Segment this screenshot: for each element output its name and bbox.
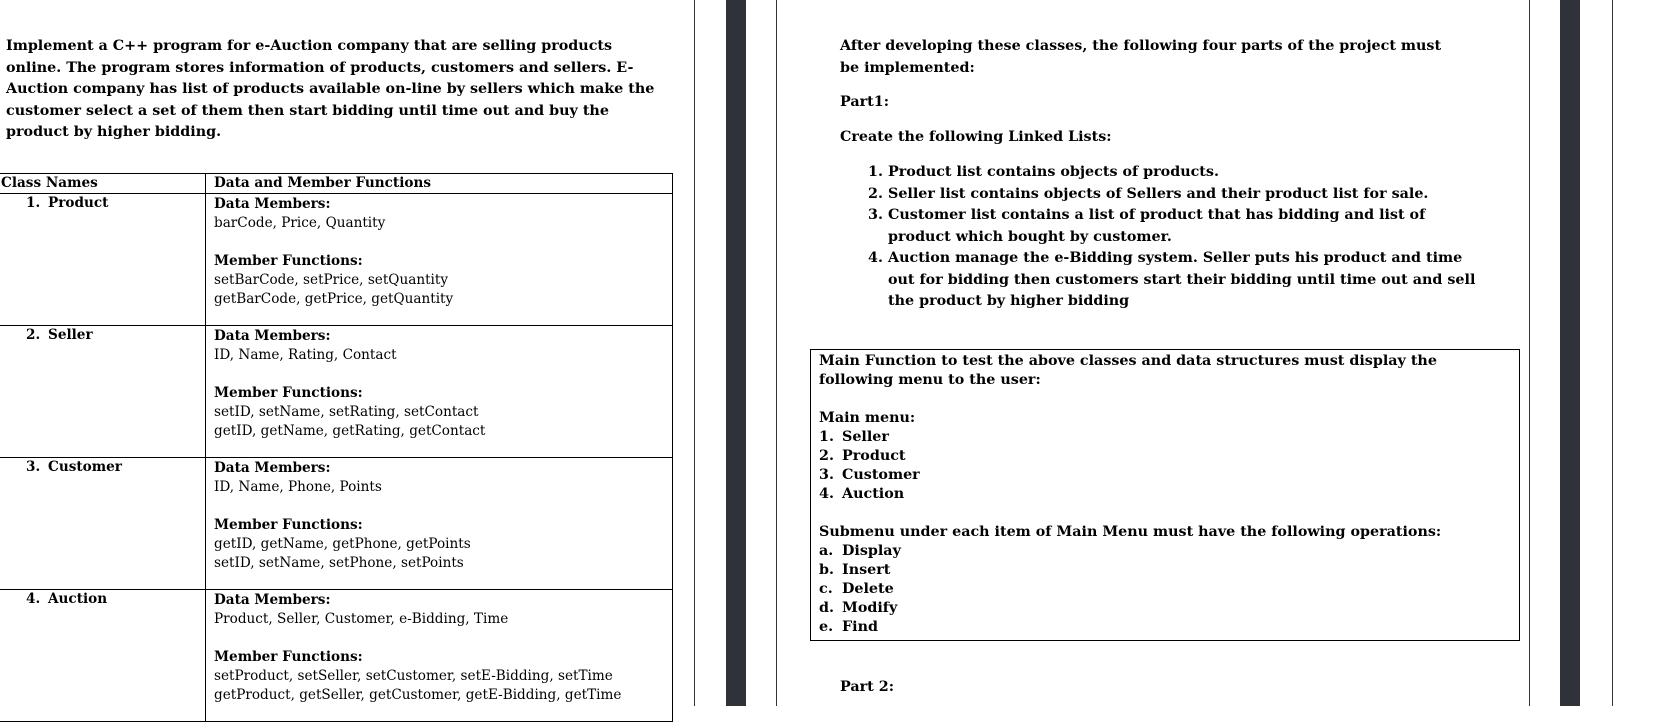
table-row xyxy=(0,326,673,458)
data-members-label: Data Members: xyxy=(214,592,331,608)
member-functions-label: Member Functions: xyxy=(214,649,363,665)
main-menu-label: Main menu: xyxy=(819,410,916,426)
data-members: ID, Name, Rating, Contact xyxy=(214,347,397,363)
table-row xyxy=(0,590,673,722)
part2-heading: Part 2: xyxy=(840,679,894,695)
create-lists-heading: Create the following Linked Lists: xyxy=(840,129,1112,145)
member-functions-label: Member Functions: xyxy=(214,517,363,533)
class-number: 2. xyxy=(26,327,41,343)
submenu-item: d. Modify xyxy=(819,600,898,616)
page-edge xyxy=(694,0,695,706)
submenu-item: e. Find xyxy=(819,619,878,635)
member-functions-line: setID, setName, setPhone, setPoints xyxy=(214,555,464,571)
page-gutter-2 xyxy=(1560,0,1580,706)
classes-table xyxy=(0,173,673,722)
member-functions-line: setProduct, setSeller, setCustomer, setE-Bidding, setTime xyxy=(214,668,613,684)
submenu-item: a. Display xyxy=(819,543,901,559)
page-gutter xyxy=(726,0,746,706)
main-menu-item: 1. Seller xyxy=(819,429,889,445)
page-edge-2 xyxy=(1612,0,1613,706)
member-functions-line: getID, getName, getRating, getContact xyxy=(214,423,486,439)
header-data-functions: Data and Member Functions xyxy=(206,174,673,194)
menu-intro: Main Function to test the above classes and data structures must display the following menu to the user: xyxy=(819,353,1437,388)
main-menu-item: 3. Customer xyxy=(819,467,920,483)
class-number: 3. xyxy=(26,459,41,475)
submenu-item: b. Insert xyxy=(819,562,891,578)
class-name: Product xyxy=(48,195,109,211)
class-name: Seller xyxy=(48,327,93,343)
main-menu-item: 2. Product xyxy=(819,448,906,464)
member-functions-line: setBarCode, setPrice, setQuantity xyxy=(214,272,449,288)
data-members-label: Data Members: xyxy=(214,460,331,476)
project-intro: After developing these classes, the following four parts of the project must be implemented: xyxy=(840,38,1442,76)
member-functions-line: setID, setName, setRating, setContact xyxy=(214,404,479,420)
header-class-names: Class Names xyxy=(0,174,206,194)
list-item: 3. Customer list contains a list of product that has bidding and list of product which bought by customer. xyxy=(868,207,1426,245)
list-item: 1. Product list contains objects of products. xyxy=(868,164,1219,180)
class-name: Customer xyxy=(48,459,122,475)
part1-heading: Part1: xyxy=(840,94,889,110)
table-row xyxy=(0,458,673,590)
member-functions-line: getProduct, getSeller, getCustomer, getE-Bidding, getTime xyxy=(214,687,622,703)
data-members-label: Data Members: xyxy=(214,328,331,344)
linked-lists xyxy=(868,162,1478,313)
data-members: Product, Seller, Customer, e-Bidding, Time xyxy=(214,611,509,627)
member-functions-label: Member Functions: xyxy=(214,253,363,269)
submenu-item: c. Delete xyxy=(819,581,894,597)
list-item: 4. Auction manage the e-Bidding system. Seller puts his product and time out for bidding then customers start their bidding until time out and sell the product by higher bidding xyxy=(868,250,1476,309)
data-members: barCode, Price, Quantity xyxy=(214,215,386,231)
data-members: ID, Name, Phone, Points xyxy=(214,479,382,495)
main-menu-item: 4. Auction xyxy=(819,486,905,502)
member-functions-label: Member Functions: xyxy=(214,385,363,401)
list-item: 2. Seller list contains objects of Sellers and their product list for sale. xyxy=(868,185,1429,202)
class-number: 1. xyxy=(26,195,41,211)
table-row xyxy=(0,194,673,326)
class-name: Auction xyxy=(48,591,108,607)
member-functions-line: getID, getName, getPhone, getPoints xyxy=(214,536,471,552)
main-menu-box xyxy=(810,349,1520,641)
intro-paragraph: Implement a C++ program for e-Auction company that are selling products online. The program stores information of products, customers and sellers. E-Auction company has list of products available on-line by sellers which make the customer select a set of them then start bidding until time out and buy the product by higher bidding. xyxy=(6,38,655,140)
class-number: 4. xyxy=(26,591,41,607)
data-members-label: Data Members: xyxy=(214,196,331,212)
member-functions-line: getBarCode, getPrice, getQuantity xyxy=(214,291,454,307)
submenu-label: Submenu under each item of Main Menu must have the following operations: xyxy=(819,524,1442,540)
